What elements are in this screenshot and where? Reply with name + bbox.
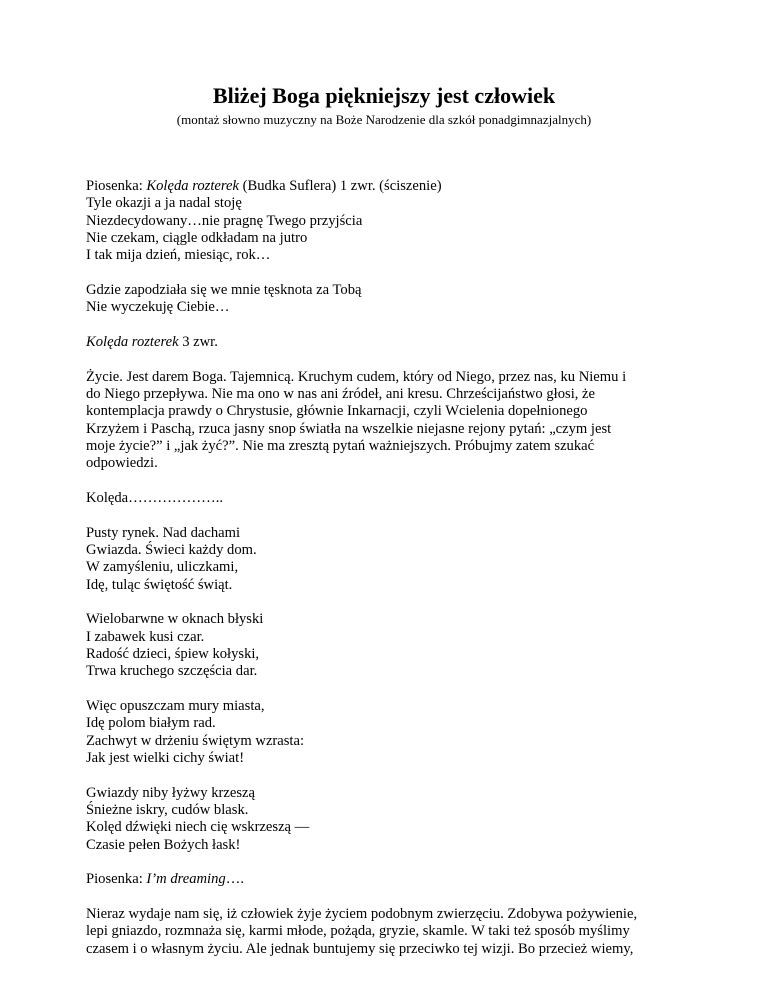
stanza-line: Nie czekam, ciągle odkładam na jutro [86,230,308,246]
stanza-line: Niezdecydowany…nie pragnę Twego przyjścia [86,213,363,229]
poem-line: Idę polom białym rad. [86,715,216,731]
song-suffix: (Budka Suflera) 1 zwr. (ściszenie) [238,178,442,194]
poem-line: Więc opuszczam mury miasta, [86,698,265,714]
song-heading-2 [86,333,706,351]
stanza-line: Nie wyczekuję Ciebie… [86,299,230,315]
song-suffix: …. [225,871,244,887]
paragraph-line: odpowiedzi. [86,455,158,471]
poem-line: Gwiazda. Świeci każdy dom. [86,542,257,558]
paragraph-line: do Niego przepływa. Nie ma ono w nas ani źródeł, ani kresu. Chrześcijaństwo głosi, że [86,386,596,402]
paragraph-line: Krzyżem i Paschą, rzuca jasny snop światła na wszelkie niejasne rejony pytań: „czym jest [86,421,612,437]
poem-line: Czasie pełen Bożych łask! [86,837,241,853]
song-prefix: Piosenka: [86,871,147,887]
poem-line: W zamyśleniu, uliczkami, [86,559,239,575]
song-title: Kolęda rozterek [86,334,179,350]
poem-line: Wielobarwne w oknach błyski [86,611,264,627]
paragraph-line: kontemplacja prawdy o Chrystusie, głównie Inkarnacji, czyli Wcielenia dopełnionego [86,403,588,419]
stanza-line: Gdzie zapodziała się we mnie tęsknota za Tobą [86,282,362,298]
paragraph-line: Życie. Jest darem Boga. Tajemnicą. Kruchym cudem, który od Niego, przez nas, ku Niemu i [86,369,627,385]
song-title: Kolęda rozterek [146,178,239,194]
song-suffix: 3 zwr. [178,334,218,350]
poem-line: Gwiazdy niby łyżwy krzeszą [86,785,255,801]
poem-line: Radość dzieci, śpiew kołyski, [86,646,260,662]
song-heading-1 [86,177,706,195]
poem-line: I zabawek kusi czar. [86,629,205,645]
poem-line: Śnieżne iskry, cudów blask. [86,802,249,818]
poem-line: Zachwyt w drżeniu świętym wzrasta: [86,733,305,749]
paragraph-line: Nieraz wydaje nam się, iż człowiek żyje życiem podobnym zwierzęciu. Zdobywa pożywienie, [86,906,638,922]
song-title: I’m dreaming [146,871,226,887]
document-subtitle: (montaż słowno muzyczny na Boże Narodzenie dla szkół ponadgimnazjalnych) [176,112,592,127]
carol-label: Kolęda……………….. [86,490,224,506]
poem-line: Trwa kruchego szczęścia dar. [86,663,258,679]
poem-line: Pusty rynek. Nad dachami [86,525,241,541]
song-prefix: Piosenka: [86,178,147,194]
poem-line: Idę, tuląc świętość świąt. [86,577,233,593]
paragraph-line: czasem i o własnym życiu. Ale jednak buntujemy się przeciwko tej wizji. Bo przecież wiemy, [86,941,634,957]
song-heading-3 [86,870,706,888]
stanza-line: Tyle okazji a ja nadal stoję [86,195,242,211]
document-title: Bliżej Boga piękniejszy jest człowiek [212,83,556,108]
poem-line: Kolęd dźwięki niech cię wskrzeszą — [86,819,310,835]
stanza-line: I tak mija dzień, miesiąc, rok… [86,247,271,263]
paragraph-line: moje życie?” i „jak żyć?”. Nie ma zresztą pytań ważniejszych. Próbujmy zatem szukać [86,438,595,454]
paragraph-line: lepi gniazdo, rozmnaża się, karmi młode, pożąda, gryzie, skamle. W taki też sposób myślimy [86,923,630,939]
poem-line: Jak jest wielki cichy świat! [86,750,245,766]
